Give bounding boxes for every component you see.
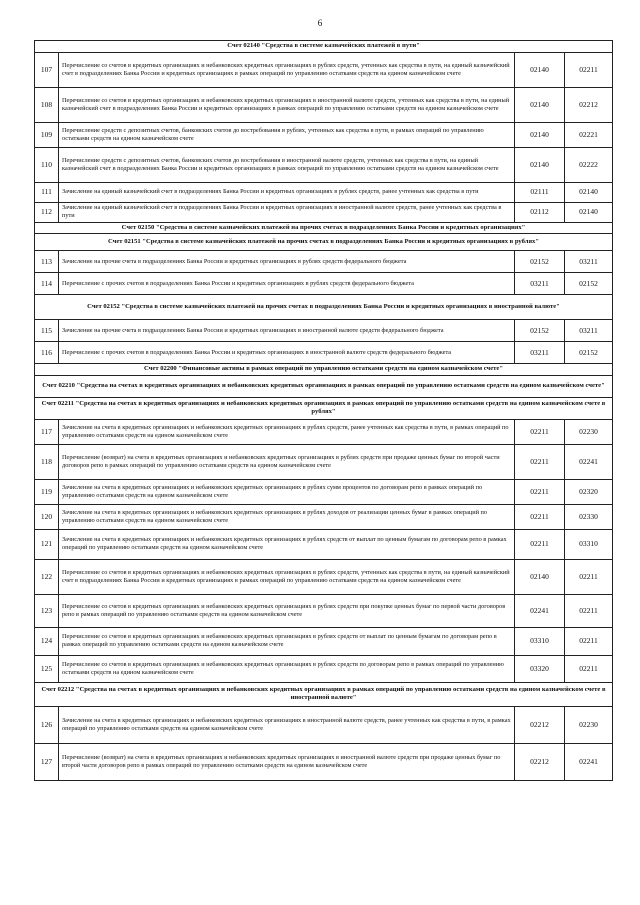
- entry-number: 125: [35, 655, 59, 682]
- entry-row: [35, 273, 613, 295]
- entry-description: Зачисление на счета в кредитных организациях и небанковских кредитных организациях в рублях доходов от реализации ценных бумаг в рамках операций по управлению остатками средств на едином казначейском счете: [59, 504, 515, 529]
- entry-description: Зачисление на прочие счета в подразделениях Банка России и кредитных организациях в рублях средств федерального бюджета: [59, 251, 515, 273]
- entry-description: Перечисление со счетов в кредитных организациях и небанковских кредитных организациях в рублях средств от выплат по ценным бумагам по договорам репо в рамках операций по управлению остатками средств на едином казначейском счете: [59, 627, 515, 655]
- account-header: Счет 02200 "Финансовые активы в рамках операций по управлению остатками средств на едином казначейском счете": [35, 364, 613, 376]
- debit-account: 02140: [515, 147, 565, 182]
- entry-row: [35, 479, 613, 504]
- debit-account: 02241: [515, 594, 565, 627]
- account-header: Счет 02152 "Средства в системе казначейских платежей на прочих счетах в подразделениях Банка России и кредитных организациях в иностранной валюте": [35, 295, 613, 320]
- account-header: Счет 02140 "Средства в системе казначейских платежей в пути": [35, 41, 613, 53]
- entry-number: 114: [35, 273, 59, 295]
- entry-number: 117: [35, 419, 59, 444]
- credit-account: 02140: [565, 202, 613, 222]
- credit-account: 02211: [565, 559, 613, 594]
- credit-account: 02222: [565, 147, 613, 182]
- entry-number: 107: [35, 52, 59, 87]
- entry-description: Перечисление с прочих счетов в подразделениях Банка России и кредитных организациях в рублях средств федерального бюджета: [59, 273, 515, 295]
- entry-row: [35, 182, 613, 202]
- account-header-row: [35, 295, 613, 320]
- debit-account: 02140: [515, 52, 565, 87]
- entry-number: 122: [35, 559, 59, 594]
- entry-description: Перечисление (возврат) на счета в кредитных организациях и небанковских кредитных организациях в рублях средств при продаже ценных бумаг по второй части договоров репо в рамках операций по управлению остатками средств на едином казначейском счете: [59, 444, 515, 479]
- credit-account: 02140: [565, 182, 613, 202]
- entry-number: 127: [35, 743, 59, 780]
- account-header: Счет 02151 "Средства в системе казначейских платежей на прочих счетах в подразделениях Банка России и кредитных организациях в рублях": [35, 234, 613, 251]
- entry-row: [35, 251, 613, 273]
- entry-row: [35, 419, 613, 444]
- account-header: Счет 02211 "Средства на счетах в кредитных организациях и небанковских кредитных организациях в рамках операций по управлению остатками средств на едином казначейском счете в рублях": [35, 397, 613, 419]
- entry-row: [35, 504, 613, 529]
- debit-account: 02211: [515, 504, 565, 529]
- entry-row: [35, 627, 613, 655]
- entry-number: 124: [35, 627, 59, 655]
- entry-description: Перечисление с прочих счетов в подразделениях Банка России и кредитных организациях в иностранной валюте средств федерального бюджета: [59, 342, 515, 364]
- debit-account: 02211: [515, 529, 565, 559]
- entry-row: [35, 594, 613, 627]
- debit-account: 02152: [515, 320, 565, 342]
- entry-description: Зачисление на единый казначейский счет в подразделениях Банка России и кредитных организациях в рублях средств, ранее учтенных как средства в пути: [59, 182, 515, 202]
- entry-description: Зачисление на прочие счета в подразделениях Банка России и кредитных организациях в иностранной валюте средств федерального бюджета: [59, 320, 515, 342]
- debit-account: 02140: [515, 559, 565, 594]
- entry-number: 116: [35, 342, 59, 364]
- account-header-row: [35, 222, 613, 234]
- debit-account: 02111: [515, 182, 565, 202]
- debit-account: 02112: [515, 202, 565, 222]
- entry-number: 126: [35, 706, 59, 743]
- entry-row: [35, 147, 613, 182]
- entry-row: [35, 87, 613, 122]
- debit-account: 02152: [515, 251, 565, 273]
- entry-description: Перечисление со счетов в кредитных организациях и небанковских кредитных организациях в рублях средств, учтенных как средства в пути, на единый казначейский счет в подразделениях Банка России и кредитных организациях в рамках операций по управлению остатками средств на едином казначейском счете: [59, 52, 515, 87]
- entry-description: Перечисление со счетов в кредитных организациях и небанковских кредитных организациях в иностранной валюте средств, учтенных как средства в пути, на единый казначейский счет в подразделениях Банка России и кредитных организациях в рамках операций по управлению остатками средств на едином казначейском счете: [59, 87, 515, 122]
- entry-description: Зачисление на счета в кредитных организациях и небанковских кредитных организациях в рублях средств от выплат по ценным бумагам по договорам репо в рамках операций по управлению остатками средств на едином казначейском счете: [59, 529, 515, 559]
- debit-account: 03211: [515, 342, 565, 364]
- account-header-row: [35, 364, 613, 376]
- page-number: 6: [317, 18, 323, 28]
- credit-account: 03211: [565, 251, 613, 273]
- entry-row: [35, 559, 613, 594]
- entry-number: 110: [35, 147, 59, 182]
- entry-row: [35, 122, 613, 147]
- entry-row: [35, 444, 613, 479]
- credit-account: 02241: [565, 444, 613, 479]
- debit-account: 02212: [515, 743, 565, 780]
- account-header-row: [35, 397, 613, 419]
- entry-number: 113: [35, 251, 59, 273]
- entry-number: 121: [35, 529, 59, 559]
- account-header: Счет 02212 "Средства на счетах в кредитных организациях и небанковских кредитных организациях в рамках операций по управлению остатками средств на едином казначейском счете в иностранной валюте": [35, 682, 613, 706]
- entry-description: Зачисление на счета в кредитных организациях и небанковских кредитных организациях в иностранной валюте средств, ранее учтенных как средства в пути, в рамках операций по управлению остатками средств на едином казначейском счете: [59, 706, 515, 743]
- credit-account: 02211: [565, 655, 613, 682]
- debit-account: 02211: [515, 479, 565, 504]
- entry-number: 123: [35, 594, 59, 627]
- credit-account: 02211: [565, 627, 613, 655]
- table-body: [35, 41, 613, 781]
- credit-account: 02230: [565, 419, 613, 444]
- debit-account: 02140: [515, 87, 565, 122]
- debit-account: 03320: [515, 655, 565, 682]
- entry-description: Перечисление со счетов в кредитных организациях и небанковских кредитных организациях в рублях средств, учтенных как средства в пути, на единый казначейский счет в подразделениях Банка России и кредитных организациях в рамках операций по управлению остатками средств на едином казначейском счете: [59, 559, 515, 594]
- debit-account: 02140: [515, 122, 565, 147]
- account-header-row: [35, 375, 613, 397]
- credit-account: 02330: [565, 504, 613, 529]
- entry-description: Зачисление на счета в кредитных организациях и небанковских кредитных организациях в рублях сумм процентов по договорам репо в рамках операций по управлению остатками средств на едином казначейском счете: [59, 479, 515, 504]
- entry-number: 111: [35, 182, 59, 202]
- credit-account: 02241: [565, 743, 613, 780]
- account-header-row: [35, 234, 613, 251]
- entry-description: Перечисление средств с депозитных счетов, банковских счетов до востребования в иностранной валюте средств, учтенных как средства в пути, на единый казначейский счет в подразделениях Банка России и кредитных организациях в рамках операций по управлению остатками средств на едином казначейском счете: [59, 147, 515, 182]
- entry-description: Зачисление на счета в кредитных организациях и небанковских кредитных организациях в рублях средств, ранее учтенных как средства в пути, в рамках операций по управлению остатками средств на едином казначейском счете: [59, 419, 515, 444]
- entry-row: [35, 342, 613, 364]
- credit-account: 02230: [565, 706, 613, 743]
- debit-account: 03211: [515, 273, 565, 295]
- entry-number: 119: [35, 479, 59, 504]
- credit-account: 03310: [565, 529, 613, 559]
- entry-description: Перечисление со счетов в кредитных организациях и небанковских кредитных организациях в рублях средств по договорам репо в рамках операций по управлению остатками средств на едином казначейском счете: [59, 655, 515, 682]
- debit-account: 03310: [515, 627, 565, 655]
- entry-number: 108: [35, 87, 59, 122]
- credit-account: 02221: [565, 122, 613, 147]
- entry-row: [35, 743, 613, 780]
- entry-number: 115: [35, 320, 59, 342]
- entry-number: 120: [35, 504, 59, 529]
- entry-description: Перечисление средств с депозитных счетов, банковских счетов до востребования в рублях, учтенных как средства в пути, в рамках операций по управлению остатками средств на едином казначейском счете: [59, 122, 515, 147]
- entry-description: Перечисление (возврат) на счета в кредитных организациях и небанковских кредитных организациях в иностранной валюте средств при продаже ценных бумаг по второй части договоров репо в рамках операций по управлению остатками средств на едином казначейском счете: [59, 743, 515, 780]
- credit-account: 02320: [565, 479, 613, 504]
- account-header-row: [35, 41, 613, 53]
- credit-account: 03211: [565, 320, 613, 342]
- entry-row: [35, 655, 613, 682]
- credit-account: 02212: [565, 87, 613, 122]
- credit-account: 02152: [565, 342, 613, 364]
- entry-description: Перечисление со счетов в кредитных организациях и небанковских кредитных организациях в рублях средств при покупке ценных бумаг по первой части договоров репо в рамках операций по управлению остатками средств на едином казначейском счете: [59, 594, 515, 627]
- entry-number: 118: [35, 444, 59, 479]
- credit-account: 02211: [565, 52, 613, 87]
- credit-account: 02152: [565, 273, 613, 295]
- credit-account: 02211: [565, 594, 613, 627]
- entry-number: 112: [35, 202, 59, 222]
- debit-account: 02211: [515, 444, 565, 479]
- entry-row: [35, 706, 613, 743]
- entry-description: Зачисление на единый казначейский счет в подразделениях Банка России и кредитных организациях в иностранной валюте средств, ранее учтенных как средства в пути: [59, 202, 515, 222]
- entry-number: 109: [35, 122, 59, 147]
- accounting-entries-table: [34, 40, 613, 781]
- debit-account: 02211: [515, 419, 565, 444]
- entry-row: [35, 202, 613, 222]
- entry-row: [35, 320, 613, 342]
- debit-account: 02212: [515, 706, 565, 743]
- account-header: Счет 02150 "Средства в системе казначейских платежей на прочих счетах в подразделениях Банка России и кредитных организациях": [35, 222, 613, 234]
- account-header: Счет 02210 "Средства на счетах в кредитных организациях и небанковских кредитных организациях в рамках операций по управлению остатками средств на едином казначейском счете": [35, 375, 613, 397]
- entry-row: [35, 52, 613, 87]
- entry-row: [35, 529, 613, 559]
- account-header-row: [35, 682, 613, 706]
